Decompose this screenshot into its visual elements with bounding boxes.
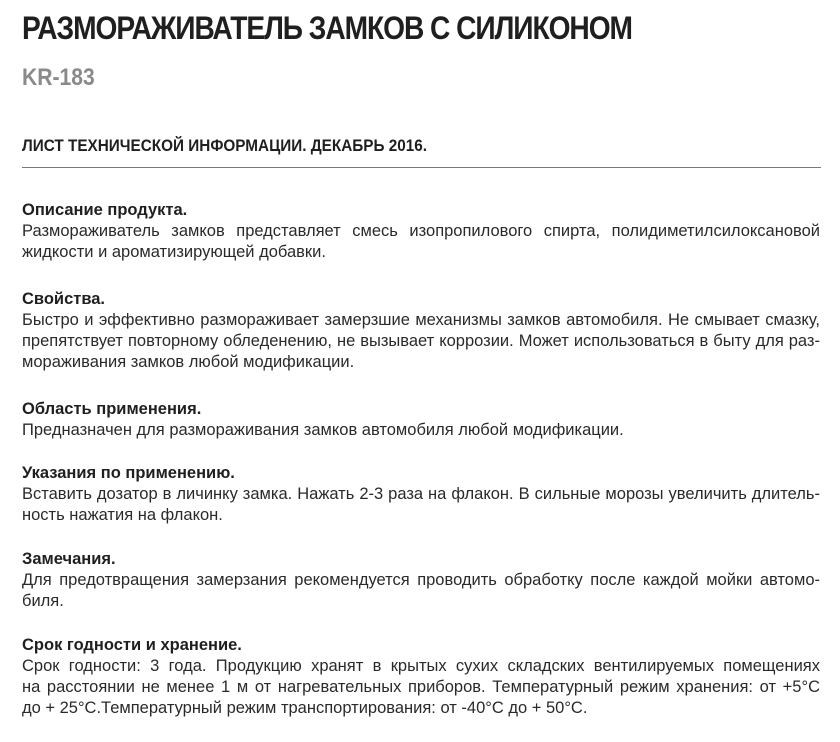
paragraph-line: ность нажатия на флакон. [22, 506, 223, 524]
divider-line [22, 167, 821, 168]
paragraph-line: Быстро и эффективно размораживает замерзшие механизмы замков автомобиля. Не смывает смазку, [22, 311, 820, 329]
section-properties [22, 289, 820, 373]
paragraph-line: препятствует повторному обледенению, не вызывает коррозии. Может использоваться в быту для раз- [22, 332, 820, 350]
section-heading: Замечания. [22, 550, 116, 568]
sheet-info-heading: ЛИСТ ТЕХНИЧЕСКОЙ ИНФОРМАЦИИ. ДЕКАБРЬ 2016. [22, 136, 427, 155]
section-usage-instructions [22, 463, 820, 526]
section-heading: Указания по применению. [22, 464, 235, 482]
section-heading: Область применения. [22, 400, 202, 418]
paragraph-line: Предназначен для размораживания замков автомобиля любой модификации. [22, 421, 624, 439]
paragraph-line: Вставить дозатор в личинку замка. Нажать 2-3 раза на флакон. В сильные морозы увеличить длитель- [22, 485, 820, 503]
section-heading: Описание продукта. [22, 201, 188, 219]
document-title: РАЗМОРАЖИВАТЕЛЬ ЗАМКОВ С СИЛИКОНОМ [22, 10, 632, 46]
paragraph-line: биля. [22, 592, 64, 610]
product-code: KR-183 [22, 64, 95, 91]
section-heading: Срок годности и хранение. [22, 636, 242, 654]
section-remarks [22, 549, 820, 612]
paragraph-line: Для предотвращения замерзания рекомендуется проводить обработку после каждой мойки автомо- [22, 571, 820, 589]
paragraph-line: на расстоянии не менее 1 м от нагревательных приборов. Температурный режим хранения: от +5°С [22, 678, 820, 696]
section-heading: Свойства. [22, 290, 106, 308]
paragraph-line: жидкости и ароматизирующей добавки. [22, 243, 326, 261]
paragraph-line: Размораживатель замков представляет смесь изопропилового спирта, полидиметилсилоксановой [22, 222, 820, 240]
section-application-area [22, 399, 820, 441]
section-shelf-life-storage [22, 635, 820, 719]
paragraph-line: мораживания замков любой модификации. [22, 353, 355, 371]
section-description [22, 200, 820, 263]
paragraph-line: до + 25°С.Температурный режим транспортирования: от -40°С до + 50°С. [22, 699, 588, 717]
paragraph-line: Срок годности: 3 года. Продукцию хранят в крытых сухих складских вентилируемых помещениях [22, 657, 820, 675]
